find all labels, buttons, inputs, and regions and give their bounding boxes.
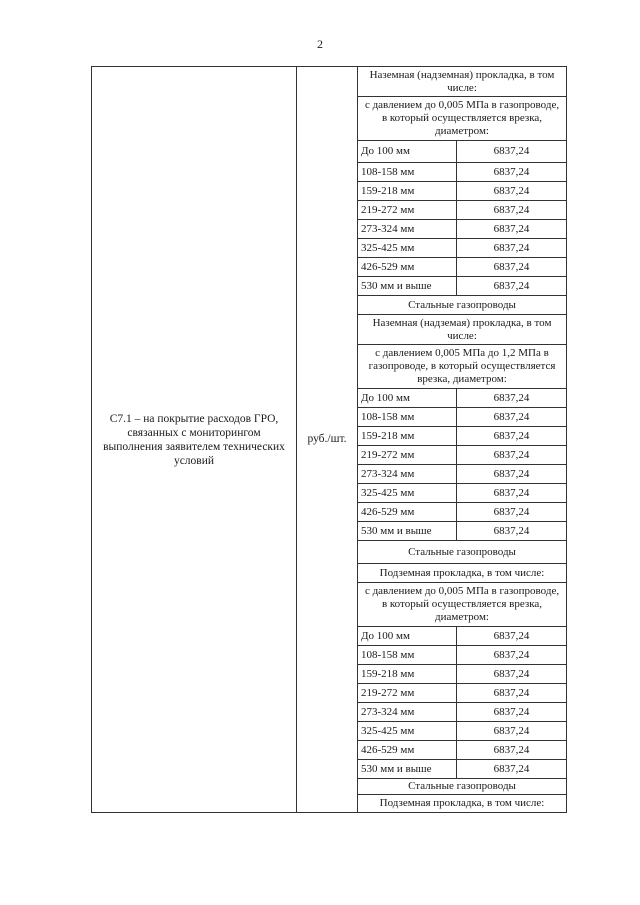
price-cell: 6837,24 <box>457 182 567 201</box>
diameter-cell: До 100 мм <box>358 141 457 163</box>
section-header-cell: Стальные газопроводы <box>358 779 567 795</box>
diameter-cell: 530 мм и выше <box>358 760 457 779</box>
section-header-cell: Подземная прокладка, в том числе: <box>358 564 567 583</box>
price-cell: 6837,24 <box>457 703 567 722</box>
diameter-cell: 108-158 мм <box>358 646 457 665</box>
price-cell: 6837,24 <box>457 684 567 703</box>
price-cell: 6837,24 <box>457 427 567 446</box>
diameter-cell: 426-529 мм <box>358 503 457 522</box>
price-cell: 6837,24 <box>457 627 567 646</box>
section-header-cell: Стальные газопроводы <box>358 541 567 564</box>
price-cell: 6837,24 <box>457 484 567 503</box>
diameter-cell: 325-425 мм <box>358 239 457 258</box>
price-cell: 6837,24 <box>457 141 567 163</box>
service-description: С7.1 – на покрытие расходов ГРО, связанных с мониторингом выполнения заявителем технических условий <box>92 67 297 813</box>
diameter-cell: 219-272 мм <box>358 684 457 703</box>
price-cell: 6837,24 <box>457 522 567 541</box>
section-header-cell: с давлением до 0,005 МПа в газопроводе, в который осуществляется врезка, диаметром: <box>358 97 567 141</box>
tariff-table-body <box>92 67 567 813</box>
table-row <box>92 67 567 97</box>
price-cell: 6837,24 <box>457 722 567 741</box>
price-cell: 6837,24 <box>457 201 567 220</box>
diameter-cell: До 100 мм <box>358 389 457 408</box>
diameter-cell: 159-218 мм <box>358 427 457 446</box>
price-cell: 6837,24 <box>457 277 567 296</box>
price-cell: 6837,24 <box>457 665 567 684</box>
section-header-cell: с давлением 0,005 МПа до 1,2 МПа в газопроводе, в который осуществляется врезка, диаметром: <box>358 345 567 389</box>
price-cell: 6837,24 <box>457 446 567 465</box>
price-cell: 6837,24 <box>457 220 567 239</box>
price-cell: 6837,24 <box>457 741 567 760</box>
price-cell: 6837,24 <box>457 503 567 522</box>
diameter-cell: 273-324 мм <box>358 465 457 484</box>
diameter-cell: 273-324 мм <box>358 703 457 722</box>
unit-of-measure: руб./шт. <box>297 67 358 813</box>
diameter-cell: 530 мм и выше <box>358 277 457 296</box>
section-header-cell: Подземная прокладка, в том числе: <box>358 795 567 813</box>
diameter-cell: 530 мм и выше <box>358 522 457 541</box>
diameter-cell: 159-218 мм <box>358 665 457 684</box>
tariff-table <box>91 66 567 813</box>
price-cell: 6837,24 <box>457 408 567 427</box>
page-number: 2 <box>317 37 323 51</box>
diameter-cell: До 100 мм <box>358 627 457 646</box>
price-cell: 6837,24 <box>457 239 567 258</box>
price-cell: 6837,24 <box>457 258 567 277</box>
section-header-cell: Стальные газопроводы <box>358 296 567 315</box>
diameter-cell: 325-425 мм <box>358 722 457 741</box>
diameter-cell: 325-425 мм <box>358 484 457 503</box>
price-cell: 6837,24 <box>457 760 567 779</box>
section-header-cell: с давлением до 0,005 МПа в газопроводе, в который осуществляется врезка, диаметром: <box>358 583 567 627</box>
diameter-cell: 108-158 мм <box>358 408 457 427</box>
diameter-cell: 426-529 мм <box>358 258 457 277</box>
diameter-cell: 219-272 мм <box>358 201 457 220</box>
section-header-cell: Наземная (надземная) прокладка, в том числе: <box>358 67 567 97</box>
price-cell: 6837,24 <box>457 389 567 408</box>
diameter-cell: 108-158 мм <box>358 163 457 182</box>
diameter-cell: 426-529 мм <box>358 741 457 760</box>
price-cell: 6837,24 <box>457 646 567 665</box>
diameter-cell: 159-218 мм <box>358 182 457 201</box>
price-cell: 6837,24 <box>457 163 567 182</box>
price-cell: 6837,24 <box>457 465 567 484</box>
diameter-cell: 219-272 мм <box>358 446 457 465</box>
section-header-cell: Наземная (надземая) прокладка, в том числе: <box>358 315 567 345</box>
diameter-cell: 273-324 мм <box>358 220 457 239</box>
